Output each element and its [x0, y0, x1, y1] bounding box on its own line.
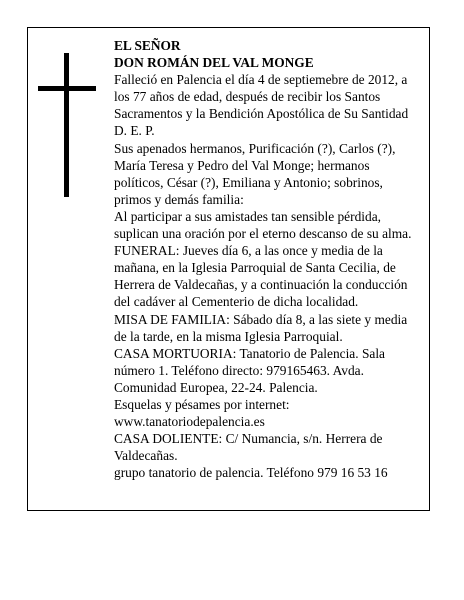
- funeral-home-info: CASA MORTUORIA: Tanatorio de Palencia. Sala número 1. Teléfono directo: 979165463. Avda. Comunidad Europea, 22-24. Palencia.: [114, 345, 385, 395]
- family-mass-info: MISA DE FAMILIA: Sábado día 8, a las siete y media de la tarde, en la misma Iglesia Parroquial.: [114, 311, 408, 344]
- funeral-info: FUNERAL: Jueves día 6, a las once y media de la mañana, en la Iglesia Parroquial de Santa Cecilia, de Herrera de Valdecañas, y a continuación la conducción del cadáver al Cementerio de dicha localidad.: [114, 243, 408, 310]
- internet-condolences: Esquelas y pésames por internet: www.tanatoriodepalencia.es: [114, 396, 290, 430]
- cross-vertical-bar: [64, 53, 69, 197]
- family-home-address: CASA DOLIENTE: C/ Numancia, s/n. Herrera de Valdecañas.: [114, 431, 383, 464]
- header-title: EL SEÑOR: [114, 38, 181, 53]
- obituary-text: [114, 37, 426, 481]
- family-list: Sus apenados hermanos, Purificación (?), Carlos (?), María Teresa y Pedro del Val Monge; hermanos políticos, César (?), Emiliana y Antonio; sobrinos, primos y demás familia:: [114, 140, 396, 207]
- death-announcement: Falleció en Palencia el día 4 de septiemebre de 2012, a los 77 años de edad, después de recibir los Santos Sacramentos y la Bendición Apostólica de Su Santidad D. E. P.: [114, 72, 409, 139]
- prayer-request: Al participar a sus amistades tan sensible pérdida, suplican una oración por el eterno descanso de su alma.: [114, 208, 412, 242]
- funeral-group-contact: grupo tanatorio de palencia. Teléfono 979 16 53 16: [114, 465, 388, 481]
- deceased-name: DON ROMÁN DEL VAL MONGE: [114, 55, 314, 71]
- cross-horizontal-bar: [38, 86, 96, 91]
